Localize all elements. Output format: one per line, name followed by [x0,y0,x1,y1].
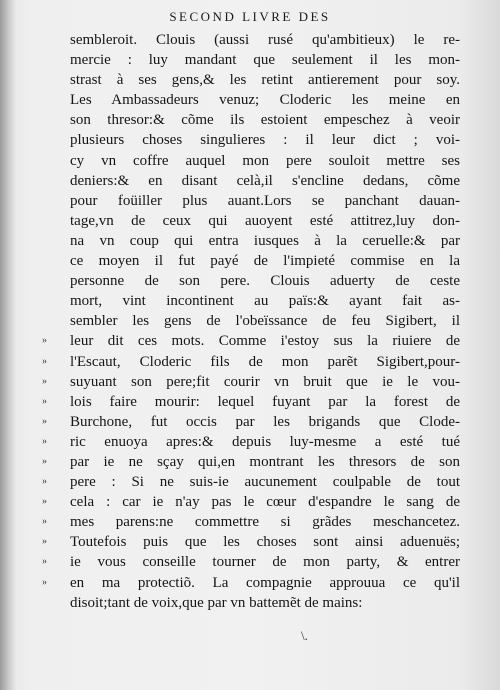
line-text: Toutefois puis que les choses sont ainsi aduenuës; [70,534,460,551]
line-text: cy vn coffre auquel mon pere souloit mettre ses [70,152,460,169]
text-line [70,291,460,311]
line-text: personne de son pere. Clouis aduerty de ceste [70,273,460,290]
line-text: leur dit ces mots. Comme i'estoy sus la riuiere de [70,333,460,350]
text-line [42,331,460,351]
text-line [70,90,460,110]
line-text: mort, vint incontinent au païs:& ayant fait as- [70,293,460,310]
binding-shadow [0,0,16,690]
text-line [42,512,460,532]
text-line [42,573,460,593]
quotation-mark: » [42,476,47,488]
text-line [70,191,460,211]
quotation-mark: » [42,435,47,447]
text-line [70,70,460,90]
text-line [42,472,460,492]
line-text: deniers:& en disant celà,il s'encline dedans, cõme [70,172,460,189]
running-head: SECOND LIVRE DES [169,9,331,24]
text-line [70,211,460,231]
line-text: l'Escaut, Cloderic fils de mon parẽt Sigibert,pour- [70,353,460,370]
text-line [70,50,460,70]
line-text: pour foüiller plus auant.Lors se panchant dauan- [70,192,460,209]
line-text: lois faire mourir: lequel fuyant par la forest de [70,393,460,410]
line-text: sembler les gens de l'obeïssance de feu Sigibert, il [70,313,460,330]
text-line [42,432,460,452]
bottom-mark: \. [301,628,308,643]
line-text: Burchone, fut occis par les brigands que Clode- [70,413,460,430]
text-line [42,352,460,372]
quotation-mark: » [42,335,47,347]
quotation-mark: » [42,516,47,528]
quotation-mark: » [42,576,47,588]
text-line [70,171,460,191]
quotation-mark: » [42,355,47,367]
text-line [70,231,460,251]
text-line [70,130,460,150]
line-text: cela : car ie n'ay pas le cœur d'espandre le sang de [70,494,460,511]
quotation-mark: » [42,536,47,548]
quotation-mark: » [42,395,47,407]
text-line [70,151,460,171]
line-text: son thresor:& cõme ils estoient empeschez à veoir [70,112,460,129]
text-line [70,593,460,613]
body-text [42,30,460,613]
line-text: disoit;tant de voix,que par vn battemẽt de mains: [70,594,363,611]
quotation-mark: » [42,375,47,387]
line-text: ie vous conseille tourner de mon party, & entrer [70,554,460,571]
text-line [42,452,460,472]
line-text: ce moyen il fut payé de l'impieté commise en la [70,253,460,270]
line-text: suyuant son pere;fit courir vn bruit que ie le vou- [70,373,460,390]
text-line [42,372,460,392]
text-line [70,311,460,331]
quotation-mark: » [42,455,47,467]
text-line [70,110,460,130]
quotation-mark: » [42,556,47,568]
line-text: sembleroit. Clouis (aussi rusé qu'ambitieux) le re- [70,32,460,48]
text-line [42,392,460,412]
line-text: Les Ambassadeurs venuz; Cloderic les meine en [70,92,460,109]
line-text: en ma protectiõ. La compagnie approuua ce qu'il [70,574,460,591]
line-text: mes parens:ne commettre si grãdes meschancetez. [70,514,460,531]
line-text: strast à ses gens,& les retint antierement pour soy. [70,72,460,89]
line-text: par ie ne sçay qui,en montrant les thresors de son [70,453,460,470]
text-line [70,30,460,50]
text-line [42,552,460,572]
line-text: mercie : luy mandant que seulement il les mon- [70,52,460,69]
line-text: na vn coup qui entra iusques à la ceruelle:& par [70,232,460,249]
quotation-mark: » [42,496,47,508]
quotation-mark: » [42,415,47,427]
line-text: ric enuoya apres:& depuis luy-mesme a esté tué [70,433,460,450]
text-line [70,271,460,291]
text-line [42,412,460,432]
text-line [42,492,460,512]
text-line [70,251,460,271]
line-text: tage,vn de ceux qui auoyent esté attitrez,luy don- [70,212,460,229]
line-text: plusieurs choses singulieres : il leur dict ; voi- [70,132,460,149]
line-text: pere : Si ne suis-ie aucunement coulpable de tout [70,474,460,491]
text-line [42,532,460,552]
